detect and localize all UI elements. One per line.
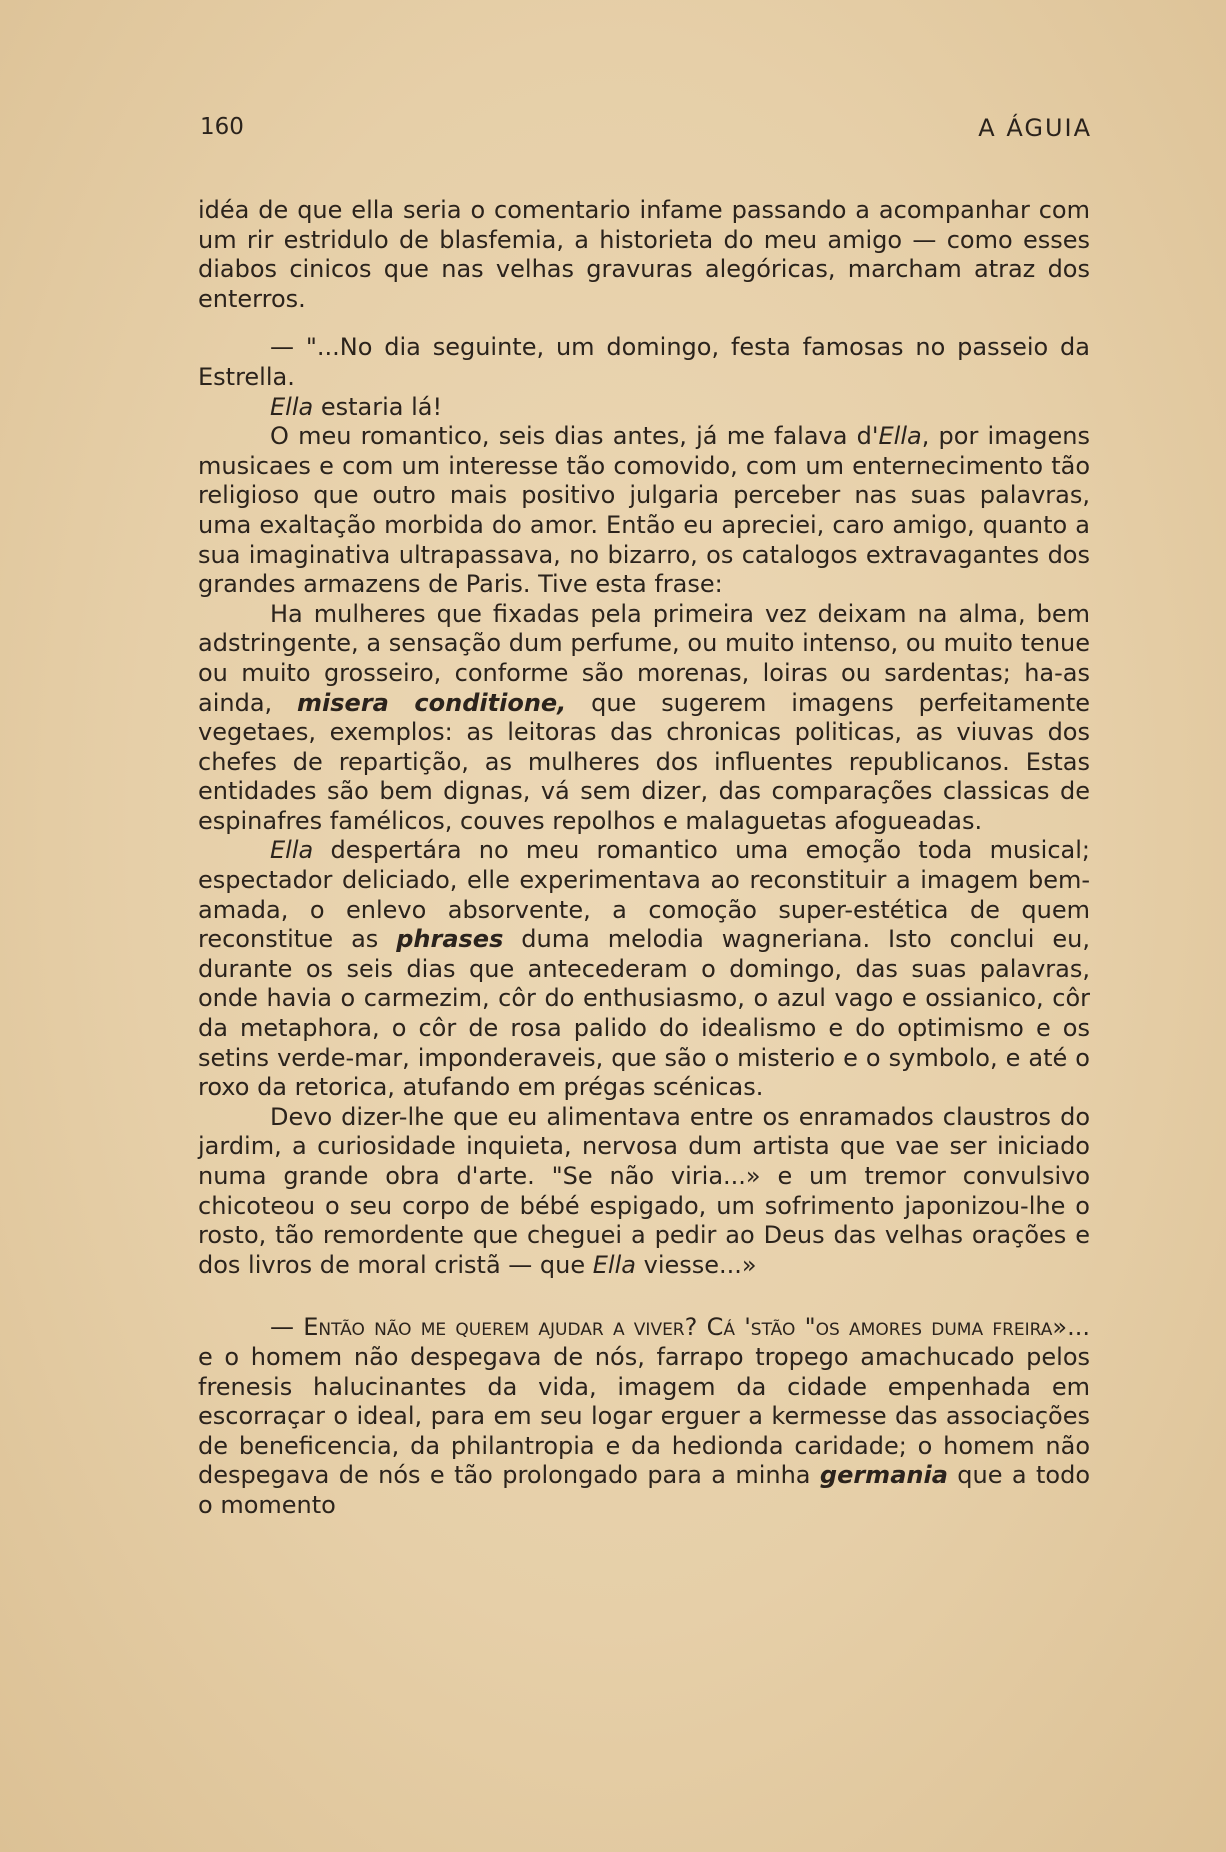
paragraph-8-smallcaps: — Então não me querem ajudar a viver? Cá 'stão "os amores duma freira» bbox=[270, 1313, 1068, 1342]
paragraph-6 bbox=[198, 836, 1090, 1102]
paragraph-7-text-b: viesse...» bbox=[635, 1250, 757, 1279]
paragraph-7 bbox=[198, 1103, 1090, 1281]
italic-ella: Ella bbox=[592, 1250, 636, 1279]
italic-germania: germania bbox=[819, 1461, 948, 1490]
italic-ella: Ella bbox=[270, 392, 314, 421]
body-text bbox=[198, 196, 1090, 1521]
paragraph-6-text-a: despertára no meu romantico uma emoção toda musical; espectador deliciado, elle experimentava ao reconstituir a imagem bem-amada, o enlevo absorvente, a comoção super-estética de quem reconstitue as bbox=[198, 836, 1090, 954]
italic-misera-conditione: misera conditione, bbox=[297, 688, 567, 717]
paragraph-7-text-a: Devo dizer-lhe que eu alimentava entre os enramados claustros do jardim, a curiosidade inquieta, nervosa dum artista que vae ser iniciado numa grande obra d'arte. "Se não viria...» e um tremor convulsivo chicoteou o seu corpo de bébé espigado, um sofrimento japonizou-lhe o rosto, tão remordente que cheguei a pedir ao Deus das velhas orações e dos livros de moral cristã — que bbox=[198, 1102, 1090, 1279]
paragraph-4-text-b: , por imagens musicaes e com um interesse tão comovido, com um enternecimento tão religioso que outro mais positivo julgaria perceber nas suas palavras, uma exaltação morbida do amor. Então eu apreciei, caro amigo, quanto a sua imaginativa ultrapassava, no bizarro, os catalogos extravagantes dos grandes armazens de Paris. Tive esta frase: bbox=[198, 422, 1091, 599]
paragraph-8 bbox=[198, 1313, 1090, 1520]
paragraph-3-text: estaria lá! bbox=[313, 392, 443, 421]
italic-ella: Ella bbox=[878, 422, 922, 451]
paragraph-6-text-b: duma melodia wagneriana. Isto conclui eu, durante os seis dias que antecederam o domingo, das suas palavras, onde havia o carmezim, côr do enthusiasmo, o azul vago e ossianico, côr da metaphora, o côr de rosa palido do idealismo e do optimismo e os setins verde-mar, imponderaveis, que são o misterio e o symbolo, e até o roxo da retorica, atufando em prégas scénicas. bbox=[198, 925, 1090, 1102]
page-number: 160 bbox=[200, 114, 244, 140]
paragraph-1: idéa de que ella seria o comentario infame passando a acompanhar com um rir estridulo de blasfemia, a historieta do meu amigo — como esses diabos cinicos que nas velhas gravuras alegóricas, marcham atraz dos enterros. bbox=[198, 196, 1090, 313]
italic-ella: Ella bbox=[270, 836, 314, 865]
italic-phrases: phrases bbox=[396, 925, 504, 954]
paragraph-3 bbox=[198, 393, 1090, 423]
paragraph-4 bbox=[198, 422, 1090, 600]
page-header bbox=[200, 114, 1092, 144]
paragraph-5-text-b: que sugerem imagens perfeitamente vegetaes, exemplos: as leitoras das chronicas politicas, as viuvas dos chefes de repartição, as mulheres dos influentes republicanos. Estas entidades são bem dignas, vá sem dizer, das comparações classicas de espinafres famélicos, couves repolhos e malaguetas afogueadas. bbox=[198, 688, 1091, 835]
paragraph-2: — "...No dia seguinte, um domingo, festa famosas no passeio da Estrella. bbox=[198, 333, 1090, 391]
paragraph-5 bbox=[198, 600, 1090, 837]
paragraph-8-text-a: ... e o homem não despegava de nós, farrapo tropego amachucado pelos frenesis halucinantes da vida, imagem da cidade empenhada em escorraçar o ideal, para em seu logar erguer a kermesse das associações de beneficencia, da philantropia e da hedionda caridade; o homem não despegava de nós e tão prolongado para a minha bbox=[198, 1313, 1090, 1490]
paragraph-8-text-b: que a todo o momento bbox=[198, 1461, 1090, 1519]
paragraph-4-text-a: O meu romantico, seis dias antes, já me falava d' bbox=[270, 422, 879, 451]
running-title: A ÁGUIA bbox=[978, 114, 1092, 142]
paragraph-5-text-a: Ha mulheres que fixadas pela primeira vez deixam na alma, bem adstringente, a sensação dum perfume, ou muito intenso, ou muito tenue ou muito grosseiro, conforme são morenas, loiras ou sardentas; ha-as ainda, bbox=[198, 599, 1090, 717]
